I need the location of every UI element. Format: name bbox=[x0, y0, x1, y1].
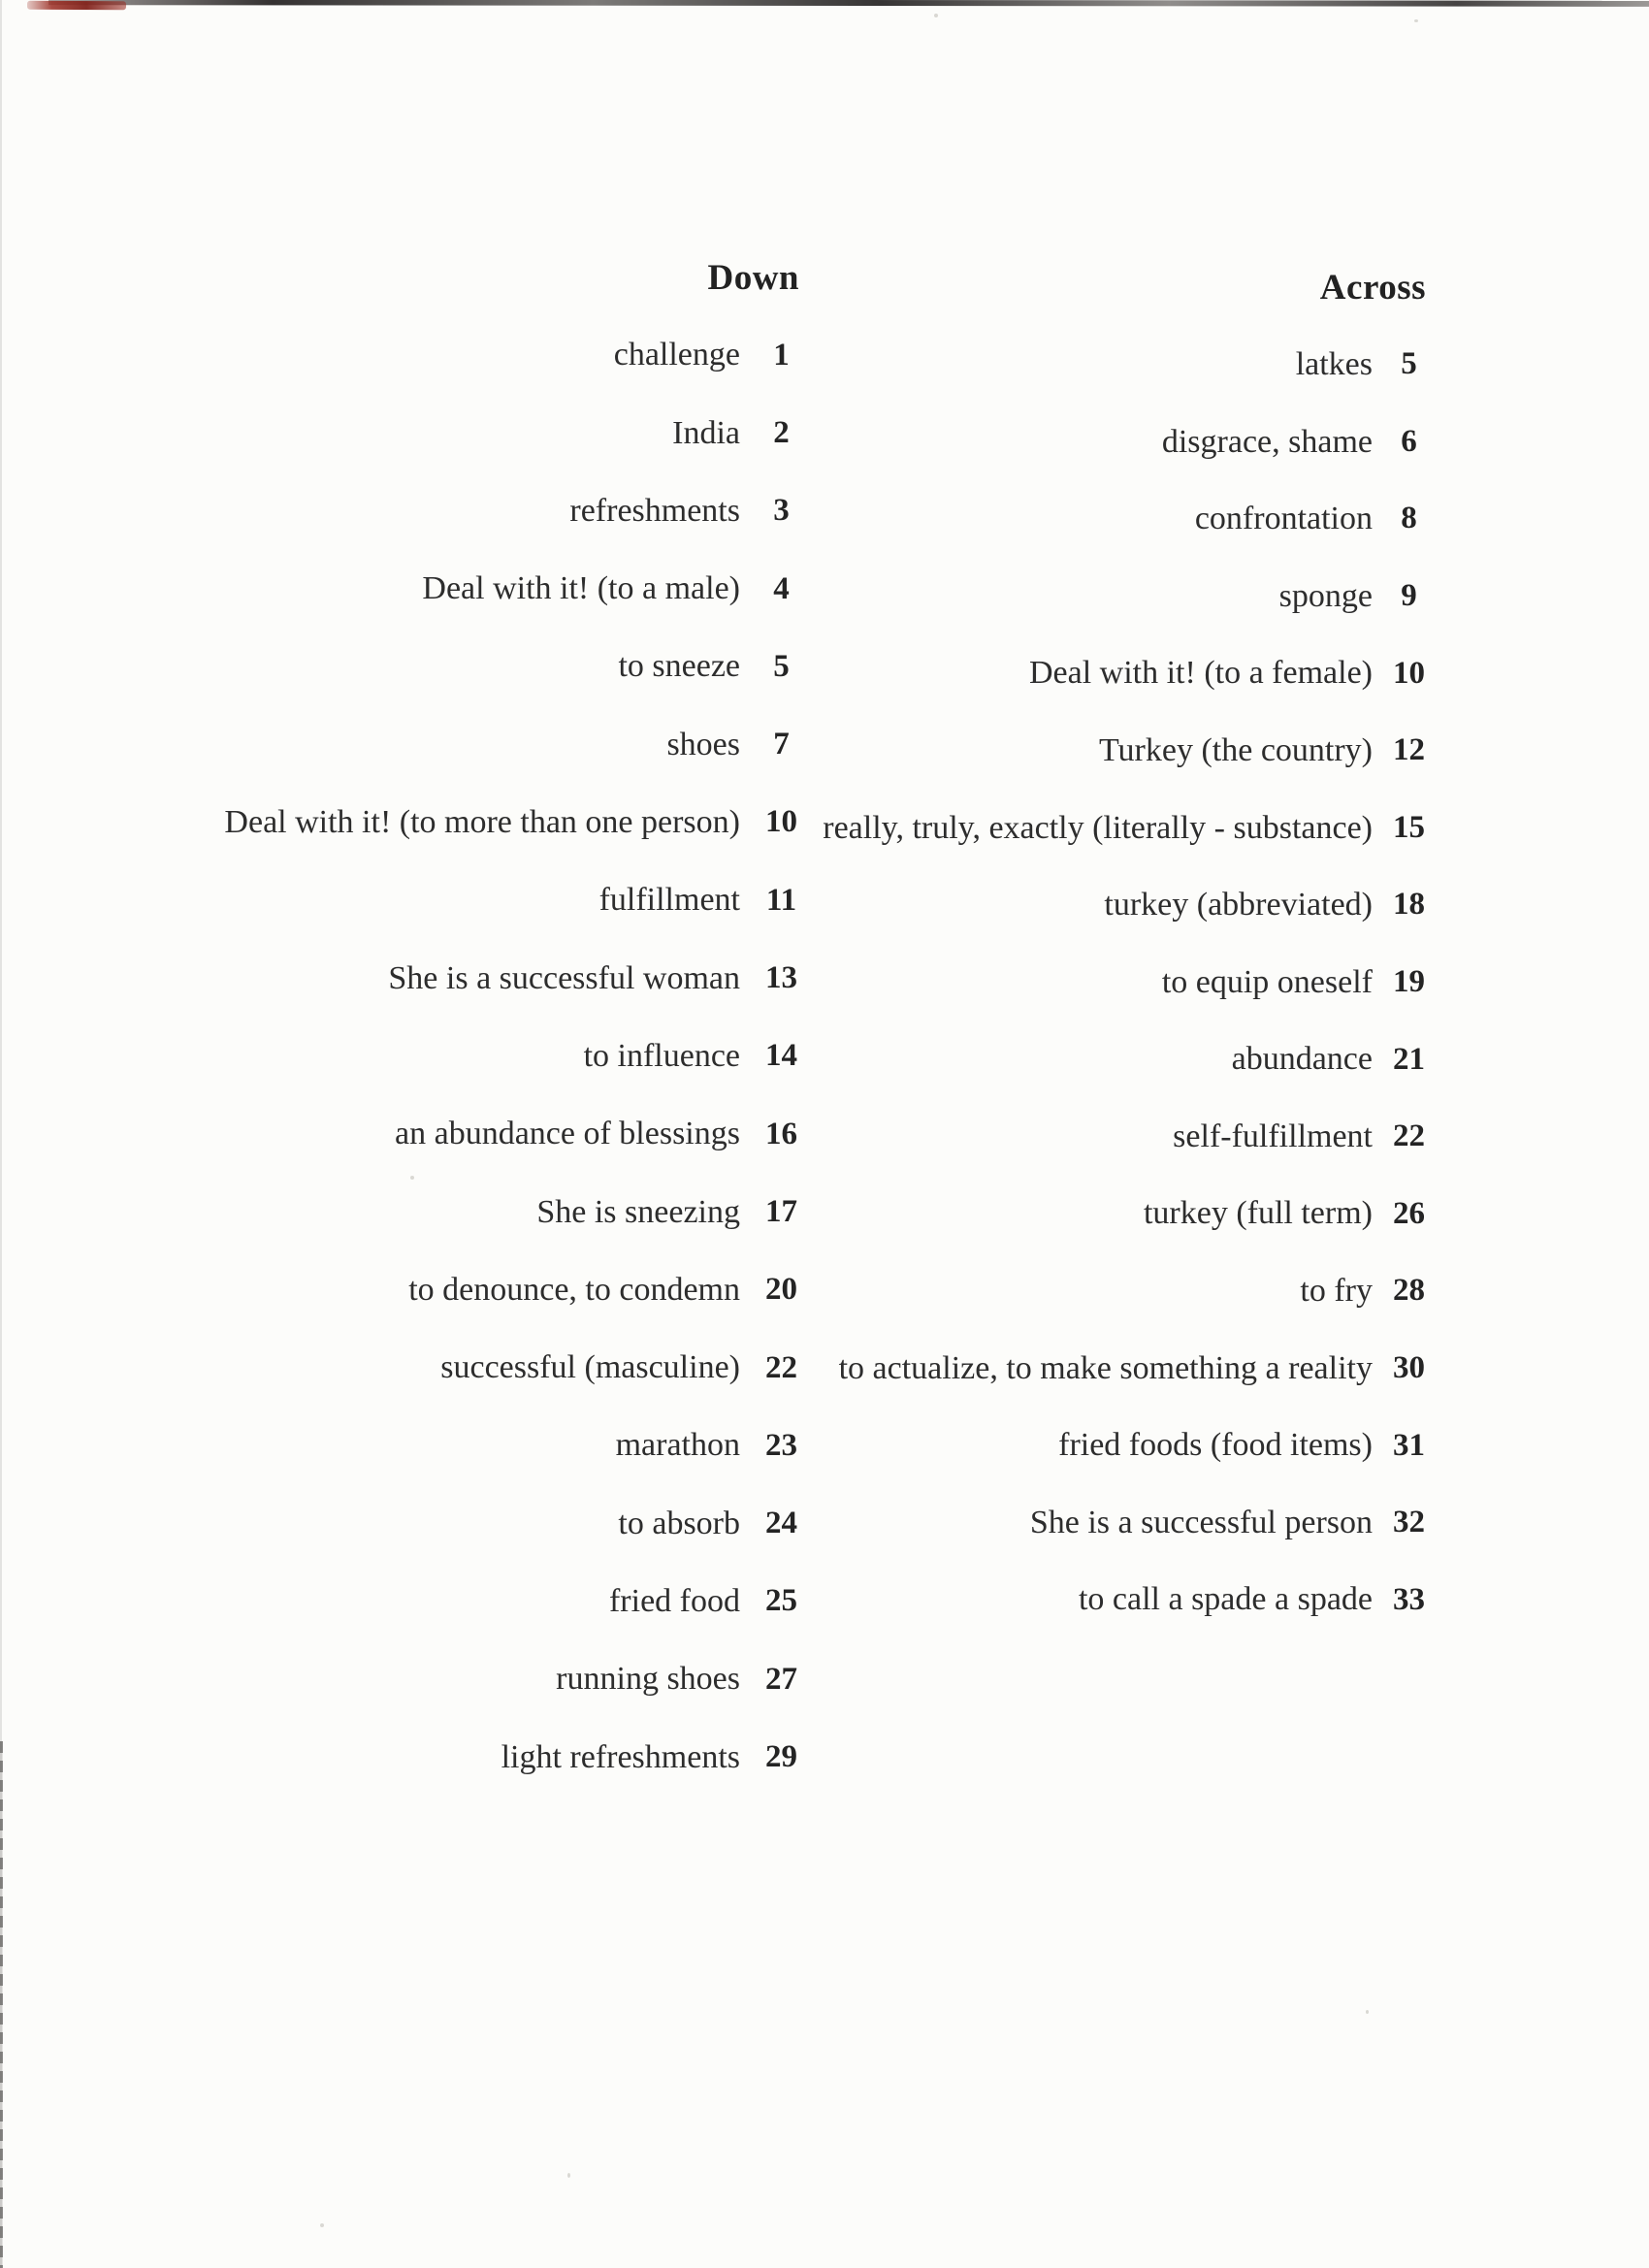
down-header bbox=[146, 239, 823, 316]
clue-number: 11 bbox=[765, 882, 797, 918]
clue-number: 22 bbox=[765, 1349, 797, 1385]
clue-text: turkey (abbreviated) bbox=[1104, 887, 1373, 923]
across-clue-row bbox=[815, 944, 1445, 1021]
across-clue-row bbox=[815, 1330, 1445, 1408]
clue-text: to sneeze bbox=[618, 648, 740, 685]
clue-text: to fry bbox=[1300, 1273, 1373, 1310]
clue-number: 2 bbox=[773, 414, 790, 450]
clue-number: 22 bbox=[1393, 1118, 1425, 1154]
clue-text: fried food bbox=[608, 1583, 740, 1620]
clue-text: fried foods (food items) bbox=[1058, 1427, 1373, 1464]
across-clue-row bbox=[815, 326, 1445, 404]
across-header-label: Across bbox=[1319, 267, 1426, 308]
clue-number: 3 bbox=[773, 493, 790, 529]
clue-text: confrontation bbox=[1194, 501, 1373, 537]
clue-number: 9 bbox=[1401, 578, 1417, 614]
across-clue-row bbox=[815, 404, 1445, 481]
down-clue-row bbox=[146, 1484, 823, 1562]
clue-number: 32 bbox=[1393, 1505, 1425, 1540]
across-clue-row bbox=[815, 1484, 1445, 1562]
clue-text: to influence bbox=[583, 1037, 740, 1074]
down-clue-row bbox=[146, 1095, 823, 1173]
scan-artifact-red-mark bbox=[27, 1, 126, 11]
clue-text: Deal with it! (to a male) bbox=[422, 570, 740, 607]
down-clues-list bbox=[146, 316, 823, 1797]
clue-number: 31 bbox=[1393, 1427, 1425, 1463]
across-clue-row bbox=[815, 866, 1445, 944]
clue-text: shoes bbox=[666, 726, 740, 762]
clue-number: 5 bbox=[1401, 346, 1417, 382]
scan-speck bbox=[320, 2223, 324, 2227]
down-clue-row bbox=[146, 1329, 823, 1407]
clue-number: 8 bbox=[1401, 501, 1417, 536]
clue-text: running shoes bbox=[556, 1661, 740, 1698]
clue-text: really, truly, exactly (literally - substance) bbox=[823, 809, 1373, 846]
clue-text: India bbox=[672, 414, 740, 451]
clue-text: She is sneezing bbox=[536, 1193, 740, 1230]
clue-text: challenge bbox=[613, 337, 740, 373]
across-clue-row bbox=[815, 1176, 1445, 1253]
scan-speck bbox=[1414, 19, 1418, 22]
clue-text: latkes bbox=[1295, 345, 1373, 382]
clue-number: 25 bbox=[765, 1583, 797, 1619]
down-clue-row bbox=[146, 628, 823, 705]
clue-text: sponge bbox=[1278, 577, 1373, 614]
clue-number: 13 bbox=[765, 960, 797, 996]
clue-text: self-fulfillment bbox=[1173, 1118, 1373, 1154]
down-clue-row bbox=[146, 784, 823, 861]
clue-number: 24 bbox=[765, 1506, 797, 1541]
scan-speck bbox=[934, 14, 938, 17]
clue-number: 16 bbox=[765, 1116, 797, 1151]
clue-number: 4 bbox=[773, 570, 790, 606]
clue-text: an abundance of blessings bbox=[395, 1116, 740, 1152]
down-clue-row bbox=[146, 1640, 823, 1718]
clue-number: 14 bbox=[765, 1038, 797, 1074]
clue-text: successful (masculine) bbox=[440, 1349, 740, 1386]
down-clue-row bbox=[146, 861, 823, 939]
clue-number: 30 bbox=[1393, 1350, 1425, 1386]
across-clue-row bbox=[815, 1098, 1445, 1176]
down-clue-row bbox=[146, 1718, 823, 1796]
scan-artifact-top-edge-line bbox=[48, 0, 1649, 7]
clue-text: to denounce, to condemn bbox=[408, 1271, 740, 1308]
clue-text: to call a spade a spade bbox=[1078, 1581, 1373, 1618]
clue-text: turkey (full term) bbox=[1143, 1195, 1373, 1232]
clue-text: to actualize, to make something a reality bbox=[838, 1349, 1373, 1386]
across-clue-row bbox=[815, 790, 1445, 867]
clue-number: 21 bbox=[1393, 1041, 1425, 1077]
down-clue-row bbox=[146, 394, 823, 471]
down-clue-row bbox=[146, 472, 823, 550]
across-clues-list bbox=[815, 326, 1445, 1638]
clue-text: to absorb bbox=[618, 1505, 740, 1541]
clue-text: She is a successful person bbox=[1029, 1504, 1373, 1540]
across-clue-row bbox=[815, 1252, 1445, 1330]
clue-number: 7 bbox=[773, 727, 790, 762]
clue-text: refreshments bbox=[569, 492, 740, 529]
clue-text: Deal with it! (to more than one person) bbox=[224, 804, 740, 841]
clue-number: 15 bbox=[1393, 809, 1425, 845]
down-column bbox=[146, 239, 823, 1797]
down-clue-row bbox=[146, 550, 823, 628]
clue-number: 6 bbox=[1401, 423, 1417, 459]
across-clue-row bbox=[815, 558, 1445, 635]
across-column bbox=[815, 248, 1445, 1638]
down-clue-row bbox=[146, 1173, 823, 1250]
clue-number: 33 bbox=[1393, 1581, 1425, 1617]
down-header-label: Down bbox=[707, 257, 799, 298]
clue-text: Turkey (the country) bbox=[1098, 731, 1373, 768]
clue-number: 10 bbox=[765, 804, 797, 840]
clue-number: 5 bbox=[773, 648, 790, 684]
across-clue-row bbox=[815, 1407, 1445, 1484]
scan-speck bbox=[1366, 2010, 1369, 2014]
across-clue-row bbox=[815, 1562, 1445, 1639]
down-clue-row bbox=[146, 1563, 823, 1640]
down-clue-row bbox=[146, 316, 823, 394]
clue-number: 1 bbox=[773, 337, 790, 373]
clue-number: 20 bbox=[765, 1272, 797, 1308]
across-clue-row bbox=[815, 480, 1445, 558]
scan-speck bbox=[567, 2173, 570, 2178]
clue-text: marathon bbox=[615, 1427, 740, 1464]
clue-text: light refreshments bbox=[501, 1738, 740, 1775]
down-clue-row bbox=[146, 705, 823, 783]
clue-text: Deal with it! (to a female) bbox=[1028, 655, 1373, 692]
clue-number: 27 bbox=[765, 1661, 797, 1697]
clue-text: to equip oneself bbox=[1161, 963, 1373, 1000]
down-clue-row bbox=[146, 1407, 823, 1484]
scan-artifact-left-edge-bottom bbox=[0, 1741, 3, 2268]
across-clue-row bbox=[815, 712, 1445, 790]
down-clue-row bbox=[146, 939, 823, 1017]
clue-number: 29 bbox=[765, 1738, 797, 1774]
across-clue-row bbox=[815, 1021, 1445, 1098]
clue-number: 17 bbox=[765, 1193, 797, 1229]
clue-number: 19 bbox=[1393, 964, 1425, 1000]
clue-text: abundance bbox=[1231, 1041, 1373, 1078]
across-header bbox=[815, 248, 1445, 326]
clue-number: 28 bbox=[1393, 1273, 1425, 1309]
down-clue-row bbox=[146, 1251, 823, 1329]
clue-number: 26 bbox=[1393, 1195, 1425, 1231]
down-clue-row bbox=[146, 1018, 823, 1095]
clue-number: 12 bbox=[1393, 732, 1425, 768]
clue-text: fulfillment bbox=[598, 882, 740, 919]
clue-number: 10 bbox=[1393, 655, 1425, 691]
clue-number: 18 bbox=[1393, 887, 1425, 923]
clue-number: 23 bbox=[765, 1427, 797, 1463]
clue-text: She is a successful woman bbox=[388, 959, 740, 996]
across-clue-row bbox=[815, 634, 1445, 712]
clue-text: disgrace, shame bbox=[1161, 423, 1373, 460]
